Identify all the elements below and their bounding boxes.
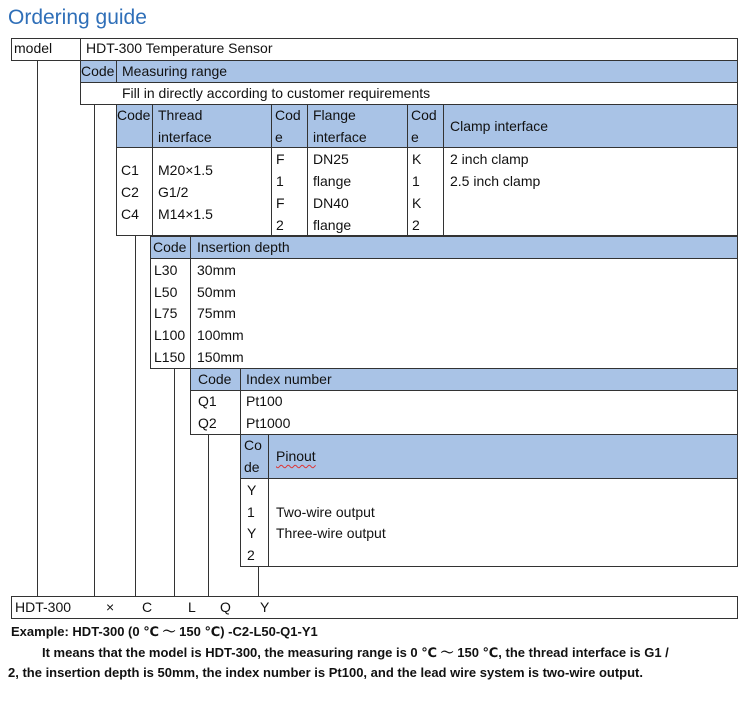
connector-line [258,567,259,597]
flange-value: flange [313,217,352,233]
index-code: Q1 [198,393,217,409]
thread-value: M20×1.5 [158,162,213,178]
example-text: Example: HDT-300 (0 ℃ ～ 150 ℃) -C2-L50-Q1-Y1 [11,624,318,639]
flange-code-header-line2: e [275,129,283,145]
model-value: HDT-300 Temperature Sensor [86,40,273,56]
thread-value: G1/2 [158,184,189,200]
insertion-code: L30 [154,262,178,278]
index-title: Index number [246,371,332,387]
clamp-code-header-line1: Cod [411,107,437,123]
pinout-code: Y [247,482,257,498]
clamp-code: 1 [412,173,420,189]
thread-title-line1: Thread [158,107,203,123]
summary-thread-code: C [142,599,153,615]
summary-row [11,596,738,619]
pinout-code: 2 [247,547,255,563]
flange-value: flange [313,173,352,189]
insertion-code-header: Code [153,239,187,255]
flange-code-header-line1: Cod [275,107,301,123]
flange-value: DN40 [313,195,349,211]
thread-code: C1 [121,162,139,178]
insertion-code: L150 [154,349,186,365]
summary-index-code: Q [220,599,231,615]
flange-code: F [276,195,285,211]
thread-title-line2: interface [158,129,212,145]
measuring-range-note: Fill in directly according to customer requirements [122,85,431,101]
page-title: Ordering guide [8,6,147,29]
insertion-value: 150mm [197,349,244,365]
flange-title-line1: Flange [313,107,356,123]
pinout-code: 1 [247,504,255,520]
thread-code-header: Code [117,107,151,123]
index-code-header: Code [198,371,232,387]
insertion-code: L75 [154,305,178,321]
flange-code: 1 [276,173,284,189]
measuring-range-code-header: Code [81,63,115,79]
explanation-line-2: 2, the insertion depth is 50mm, the index number is Pt100, and the lead wire system is two-wire output. [8,665,643,680]
summary-pinout-code: Y [260,599,270,615]
clamp-code-header-line2: e [411,129,419,145]
summary-insertion-code: L [188,599,196,615]
connector-line [208,435,209,597]
measuring-range-title: Measuring range [122,63,228,79]
clamp-title: Clamp interface [450,118,549,134]
index-value: Pt100 [246,393,283,409]
clamp-code: K [412,151,422,167]
thread-value: M14×1.5 [158,206,213,222]
clamp-value: 2 inch clamp [450,151,529,167]
connector-line [135,236,136,597]
summary-model: HDT-300 [15,599,72,615]
flange-code: 2 [276,217,284,233]
index-value: Pt1000 [246,415,291,431]
summary-separator: × [106,599,115,615]
clamp-code: 2 [412,217,420,233]
clamp-value: 2.5 inch clamp [450,173,541,189]
pinout-code: Y [247,525,257,541]
insertion-value: 30mm [197,262,236,278]
insertion-value: 75mm [197,305,236,321]
pinout-code-header-line1: Co [244,437,262,453]
insertion-code: L50 [154,284,178,300]
connector-line [37,61,38,597]
connector-line [94,105,95,597]
insertion-title: Insertion depth [197,239,290,255]
pinout-code-header-line2: de [244,459,260,475]
connector-line [174,369,175,597]
pinout-value: Two-wire output [276,504,375,520]
flange-value: DN25 [313,151,349,167]
thread-code: C4 [121,206,139,222]
explanation-line-1: It means that the model is HDT-300, the measuring range is 0 ℃ ～ 150 ℃, the thread interface is G1 / [42,645,669,660]
flange-title-line2: interface [313,129,367,145]
index-code: Q2 [198,415,217,431]
insertion-value: 100mm [197,327,244,343]
model-label: model [14,40,53,56]
pinout-value: Three-wire output [276,525,386,541]
insertion-code: L100 [154,327,186,343]
pinout-title: Pinout [276,448,316,464]
insertion-value: 50mm [197,284,236,300]
thread-code: C2 [121,184,139,200]
flange-code: F [276,151,285,167]
clamp-code: K [412,195,422,211]
